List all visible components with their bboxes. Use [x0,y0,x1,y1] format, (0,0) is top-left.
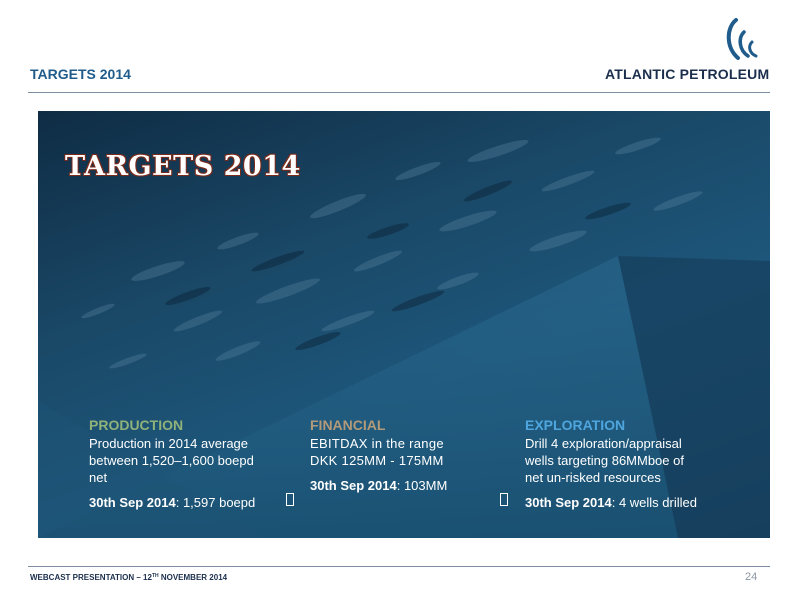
production-heading: PRODUCTION [89,417,184,433]
financial-status-date: 30th Sep 2014 [310,478,397,493]
footer-text [30,573,227,582]
production-status [89,494,269,511]
exploration-status-value: : 4 wells drilled [611,495,697,510]
exploration-status-date: 30th Sep 2014 [525,495,612,510]
header-divider [28,92,770,93]
slide-header-title: TARGETS 2014 [30,66,131,82]
checkbox-icon [286,493,294,506]
financial-status-value: : 103MM [396,478,448,493]
hero-panel [38,111,770,538]
company-logo-text: ATLANTIC PETROLEUM [605,66,770,82]
exploration-heading: EXPLORATION [525,417,626,433]
footer-text-main: WEBCAST PRESENTATION – 12 [30,573,152,582]
company-logo [600,18,775,88]
production-status-value: : 1,597 boepd [175,495,256,510]
production-target: Production in 2014 average between 1,520–1,600 boepd net [89,436,254,485]
financial-heading: FINANCIAL [310,417,386,433]
page-number: 24 [745,571,758,583]
hero-title: TARGETS 2014 [65,151,301,182]
logo-wave-icon [718,18,760,64]
checkbox-icon [500,493,508,506]
financial-target: EBITDAX in the range DKK 125MM - 175MM [310,436,444,468]
footer-text-ordinal: TH [151,573,159,579]
exploration-column [525,417,705,511]
footer-divider [28,566,770,567]
exploration-status [525,494,705,511]
exploration-target: Drill 4 exploration/appraisal wells targeting 86MMboe of net un-risked resources [525,436,684,485]
production-status-date: 30th Sep 2014 [89,495,176,510]
production-column [89,417,269,511]
financial-column [310,417,470,494]
footer-text-date: NOVEMBER 2014 [158,573,228,582]
financial-status [310,477,470,494]
